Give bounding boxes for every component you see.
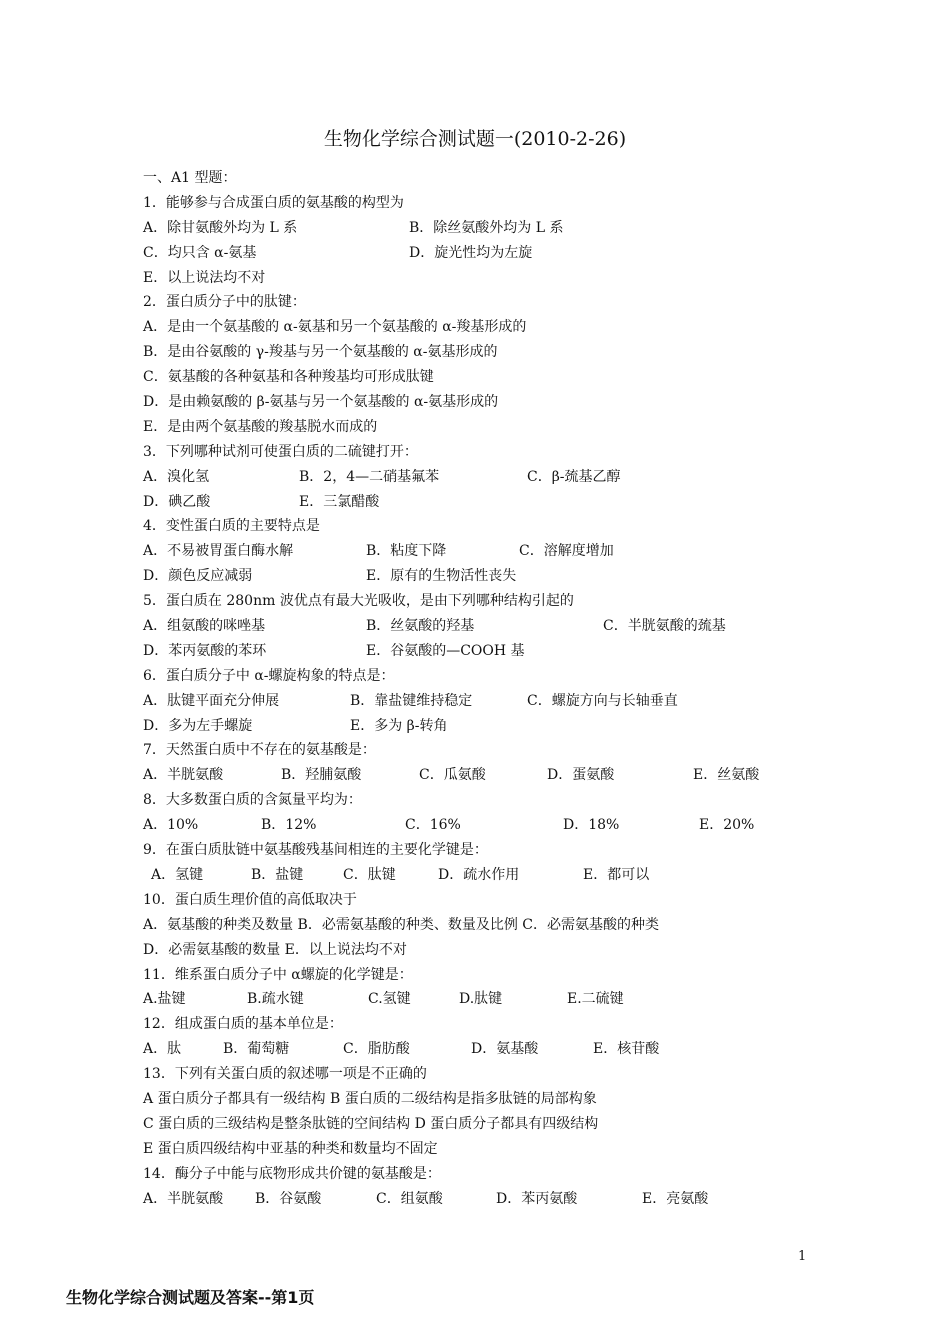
answer-option: D．多为左手螺旋 [143,717,253,734]
question-stem: 9．在蛋白质肽链中氨基酸残基间相连的主要化学键是： [143,842,488,859]
answer-option: A．是由一个氨基酸的 α-氨基和另一个氨基酸的 α-羧基形成的 [143,319,527,336]
answer-option: D．碘乙酸 [143,493,211,510]
option-row [143,266,843,291]
answer-option: D．疏水作用 [438,866,520,883]
answer-option: C．溶解度增加 [519,543,614,560]
answer-option: A.盐键 [143,991,186,1008]
question-stem: 10．蛋白质生理价值的高低取决于 [143,891,357,908]
answer-option: B.疏水键 [247,991,304,1008]
question-stem: 4．变性蛋白质的主要特点是 [143,518,320,535]
option-row [143,763,843,788]
question-stem: 14．酶分子中能与底物形成共价键的氨基酸是： [143,1165,441,1182]
answer-option: C．肽键 [343,866,396,883]
option-row [143,913,843,938]
answer-option: B．12% [261,817,317,834]
question-stem: 3．下列哪种试剂可使蛋白质的二硫键打开： [143,443,418,460]
answer-option: A．氢键 [151,866,204,883]
answer-option: B．是由谷氨酸的 γ-羧基与另一个氨基酸的 α-氨基形成的 [143,344,498,361]
option-row [143,1137,843,1162]
answer-option: A 蛋白质分子都具有一级结构 B 蛋白质的二级结构是指多肽链的局部构象 [143,1090,597,1107]
option-row [143,813,843,838]
answer-option: C．β-巯基乙醇 [527,468,621,485]
question-stem: 7．天然蛋白质中不存在的氨基酸是： [143,742,376,759]
option-row [143,216,843,241]
answer-option: C．螺旋方向与长轴垂直 [527,692,678,709]
option-row [143,614,843,639]
question-stem: 5．蛋白质在 280nm 波优点有最大光吸收，是由下列哪种结构引起的 [143,593,574,610]
question-stem: 11．维系蛋白质分子中 α螺旋的化学键是： [143,966,413,983]
answer-option: D．是由赖氨酸的 β-氨基与另一个氨基酸的 α-氨基形成的 [143,394,499,411]
answer-option: B．2，4—二硝基氟苯 [299,468,440,485]
answer-option: D．旋光性均为左旋 [409,244,533,261]
answer-option: E．谷氨酸的—COOH 基 [366,642,525,659]
answer-option: B．谷氨酸 [255,1190,322,1207]
answer-option: D.肽键 [459,991,503,1008]
answer-option: D．必需氨基酸的数量 E．以上说法均不对 [143,941,407,958]
answer-option: E．亮氨酸 [642,1190,709,1207]
answer-option: A．半胱氨酸 [143,767,224,784]
answer-option: E．是由两个氨基酸的羧基脱水而成的 [143,418,378,435]
option-row [143,365,843,390]
answer-option: A．肽 [143,1041,182,1058]
option-row [143,390,843,415]
option-row [143,1037,843,1062]
answer-option: E．核苷酸 [593,1041,660,1058]
answer-option: A．溴化氢 [143,468,210,485]
option-row [143,315,843,340]
section-heading: 一、A1 型题： [143,170,237,186]
answer-option: B．粘度下降 [366,543,447,560]
answer-option: B．羟脯氨酸 [281,767,362,784]
option-row [143,340,843,365]
answer-option: D．苯丙氨酸 [496,1190,578,1207]
option-row [143,465,843,490]
option-row [143,1087,843,1112]
answer-option: A．氨基酸的种类及数量 B．必需氨基酸的种类、数量及比例 C．必需氨基酸的种类 [143,916,660,933]
question-stem: 2．蛋白质分子中的肽键： [143,294,306,311]
question-stem: 12．组成蛋白质的基本单位是： [143,1016,343,1033]
answer-option: D．蛋氨酸 [547,767,615,784]
option-row [143,1112,843,1137]
question-list [143,166,843,1211]
answer-option: B．葡萄糖 [223,1041,290,1058]
answer-option: D．苯丙氨酸的苯环 [143,642,267,659]
answer-option: E 蛋白质四级结构中亚基的种类和数量均不固定 [143,1140,438,1157]
answer-option: E．原有的生物活性丧失 [366,568,517,585]
answer-option: E.二硫键 [567,991,624,1008]
answer-option: C．16% [405,817,461,834]
question-stem: 6．蛋白质分子中 α-螺旋构象的特点是： [143,667,395,684]
option-row [143,241,843,266]
option-row [143,639,843,664]
option-row [143,1187,843,1212]
option-row [143,938,843,963]
answer-option: E．20% [699,817,755,834]
answer-option: B．丝氨酸的羟基 [366,618,475,635]
footer-text: 生物化学综合测试题及答案--第1页 [66,1288,315,1307]
option-row [143,714,843,739]
option-row [143,863,843,888]
answer-option: C．氨基酸的各种氨基和各种羧基均可形成肽键 [143,369,434,386]
answer-option: A．除甘氨酸外均为 L 系 [143,219,298,236]
question-stem: 13．下列有关蛋白质的叙述哪一项是不正确的 [143,1066,427,1083]
option-row [143,415,843,440]
answer-option: E．丝氨酸 [693,767,760,784]
option-row [143,987,843,1012]
option-row [143,539,843,564]
answer-option: B．盐键 [251,866,304,883]
answer-option: E．都可以 [583,866,650,883]
option-row [143,490,843,515]
answer-option: A．不易被胃蛋白酶水解 [143,543,294,560]
answer-option: C.氢键 [368,991,411,1008]
answer-option: E．多为 β-转角 [350,717,448,734]
answer-option: C．半胱氨酸的巯基 [603,618,726,635]
answer-option: B．除丝氨酸外均为 L 系 [409,219,564,236]
option-row [143,689,843,714]
answer-option: C．瓜氨酸 [419,767,486,784]
answer-option: A．组氨酸的咪唑基 [143,618,266,635]
answer-option: C 蛋白质的三级结构是整条肽链的空间结构 D 蛋白质分子都具有四级结构 [143,1115,599,1132]
answer-option: C．均只含 α-氨基 [143,244,257,261]
answer-option: E．以上说法均不对 [143,269,266,286]
answer-option: C．组氨酸 [376,1190,443,1207]
answer-option: D．颜色反应减弱 [143,568,253,585]
answer-option: D．氨基酸 [471,1041,539,1058]
answer-option: B．靠盐键维持稳定 [350,692,473,709]
answer-option: A．半胱氨酸 [143,1190,224,1207]
answer-option: A．10% [143,817,199,834]
answer-option: E．三氯醋酸 [299,493,380,510]
answer-option: A．肽键平面充分伸展 [143,692,280,709]
page-number: 1 [798,1249,807,1264]
answer-option: D．18% [563,817,620,834]
option-row [143,564,843,589]
question-stem: 8．大多数蛋白质的含氮量平均为： [143,792,362,809]
question-stem: 1．能够参与合成蛋白质的氨基酸的构型为 [143,194,404,211]
answer-option: C．脂肪酸 [343,1041,410,1058]
page-title: 生物化学综合测试题一(2010-2-26) [323,128,627,150]
